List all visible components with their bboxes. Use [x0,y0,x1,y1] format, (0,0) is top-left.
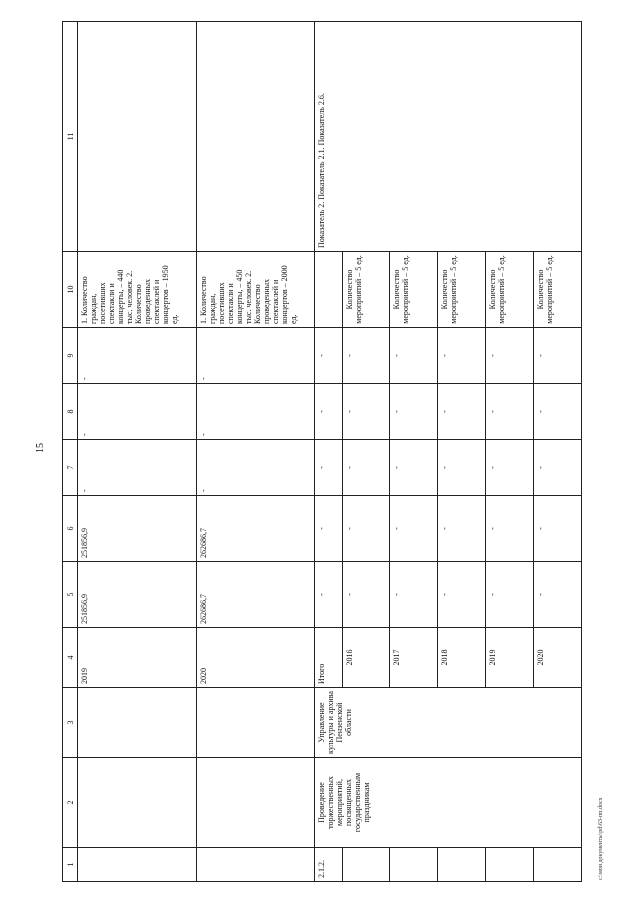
cell-col9: - [486,328,534,384]
cell-year: Итого [315,628,342,688]
cell-total: - [486,562,534,628]
cell-regional-budget: 251856,9 [78,496,197,562]
header-cell: 6 [63,496,78,562]
cell-total: - [315,562,342,628]
cell-total: 251856,9 [78,562,197,628]
cell-year: 2019 [78,628,197,688]
cell-regional-budget: - [486,496,534,562]
cell-col7: - [315,440,342,496]
header-cell: 1 [63,848,78,882]
table-row [196,22,315,882]
cell-year: 2018 [438,628,486,688]
cell-regional-budget: 262686,7 [196,496,315,562]
cell-number [196,848,315,882]
header-cell: 7 [63,440,78,496]
cell-activity: Проведение торжественных мероприятий, посвященных государственным праздникам [315,758,582,848]
cell-total: - [534,562,582,628]
cell-result: Количество мероприятий – 5 ед. [486,252,534,328]
cell-regional-budget: - [342,496,390,562]
header-row [63,22,78,882]
cell-result: Количество мероприятий – 5 ед. [438,252,486,328]
cell-result: 1. Количество граждан, посетивших спектакли и концерты, – 450 тыс. человек. 2. Количество проведенных спектаклей и концертов – 2000 ед. [196,252,315,328]
cell-year: 2020 [534,628,582,688]
header-cell: 5 [63,562,78,628]
cell-total: - [342,562,390,628]
header-cell: 11 [63,22,78,252]
cell-total: 262686,7 [196,562,315,628]
header-cell: 8 [63,384,78,440]
cell-col7: - [534,440,582,496]
header-cell: 10 [63,252,78,328]
cell-col8: - [342,384,390,440]
cell-result: 1. Количество граждан, посетивших спектакли и концерты, – 440 тыс. человек. 2. Количество проведенных спектаклей и концертов – 1950 ед. [78,252,197,328]
cell-activity [78,758,197,848]
cell-regional-budget: - [390,496,438,562]
cell-col7: - [342,440,390,496]
program-table [62,21,582,882]
cell-col7: - [390,440,438,496]
cell-col9: - [342,328,390,384]
cell-result: Количество мероприятий – 5 ед. [534,252,582,328]
cell-executor [196,688,315,758]
page-number: 15 [35,443,46,453]
cell-regional-budget: - [534,496,582,562]
cell-number [534,848,582,882]
cell-result [315,252,342,328]
cell-executor: Управление культуры и архива Пензенской области [315,688,582,758]
rotated-table-container [62,22,582,882]
header-cell: 9 [63,328,78,384]
cell-col7: - [438,440,486,496]
footer-file-path: c:\мои документы\pd\63-пп.docx [598,797,604,880]
cell-year: 2020 [196,628,315,688]
header-cell: 2 [63,758,78,848]
cell-number [486,848,534,882]
cell-year: 2017 [390,628,438,688]
cell-indicator [196,22,315,252]
cell-indicator [78,22,197,252]
cell-col7: - [78,440,197,496]
cell-total: - [438,562,486,628]
header-cell: 3 [63,688,78,758]
cell-col8: - [486,384,534,440]
cell-number [78,848,197,882]
cell-regional-budget: - [438,496,486,562]
cell-col9: - [438,328,486,384]
cell-number [438,848,486,882]
cell-col8: - [390,384,438,440]
cell-col9: - [196,328,315,384]
header-cell: 4 [63,628,78,688]
cell-number [342,848,390,882]
cell-col9: - [390,328,438,384]
cell-col9: - [78,328,197,384]
cell-total: - [390,562,438,628]
cell-col8: - [196,384,315,440]
cell-activity [196,758,315,848]
cell-col8: - [78,384,197,440]
table-row [78,22,197,882]
cell-col7: - [486,440,534,496]
cell-year: 2019 [486,628,534,688]
table-row [315,22,342,882]
cell-executor [78,688,197,758]
cell-col7: - [196,440,315,496]
cell-indicator: Показатель 2. Показатель 2.1. Показатель 2.6. [315,22,582,252]
cell-number: 2.1.2. [315,848,342,882]
cell-year: 2016 [342,628,390,688]
cell-col9: - [534,328,582,384]
cell-col8: - [438,384,486,440]
cell-regional-budget: - [315,496,342,562]
cell-col8: - [315,384,342,440]
cell-col8: - [534,384,582,440]
cell-result: Количество мероприятий – 5 ед. [342,252,390,328]
cell-result: Количество мероприятий – 5 ед. [390,252,438,328]
cell-number [390,848,438,882]
cell-col9: - [315,328,342,384]
